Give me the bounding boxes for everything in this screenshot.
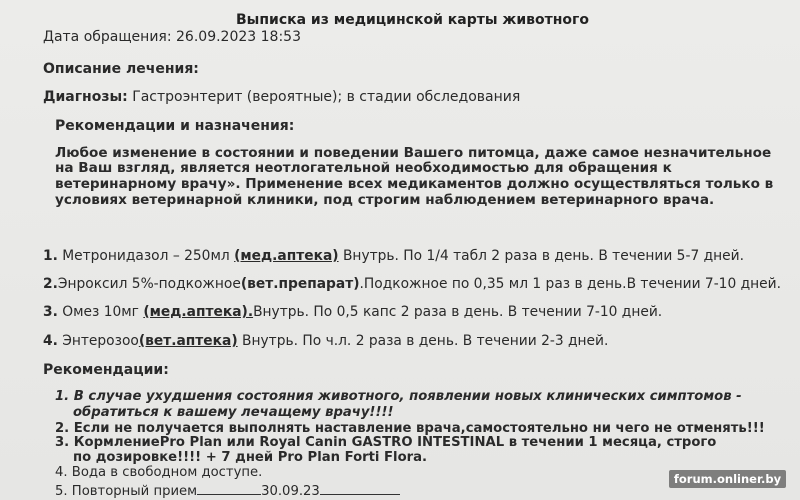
visit-date-value: 26.09.2023 18:53 — [176, 29, 301, 45]
follow-up-label: 5. Повторный прием — [55, 484, 198, 499]
prescription-details: Внутрь. По 1/4 табл 2 раза в день. В течении 5-7 дней. — [338, 248, 745, 264]
prescription-source: (вет.аптека) — [138, 333, 238, 349]
recommendation-3-line-2: по дозировке!!!! + 7 дней Pro Plan Forti Flora. — [73, 450, 428, 465]
recommendation-3-line-1: 3. КормлениеPro Plan или Royal Canin GASTRO INTESTINAL в течении 1 месяца, строго — [55, 435, 717, 450]
prescription-name: Энроксил 5%-подкожное — [57, 276, 241, 292]
blank-line — [320, 482, 400, 495]
watermark: forum.onliner.by — [669, 470, 786, 488]
recommendation-5 — [55, 482, 400, 499]
prescription-name: Метронидазол – 250мл — [57, 248, 235, 264]
prescription-name: Энтерозоо — [57, 333, 139, 349]
prescription-item — [43, 248, 744, 264]
warning-paragraph-line: на Ваш взгляд, является неотлогательной необходимостью для обращения к — [55, 160, 672, 176]
prescription-details: .Подкожное по 0,35 мл 1 раз в день.В течении 7-10 дней. — [359, 276, 782, 292]
prescription-source: (мед.аптека) — [234, 248, 339, 264]
follow-up-date: 30.09.23 — [261, 484, 320, 499]
warning-paragraph-line: условиях ветеринарной клиники, под строгим наблюдением ветеринарного врача. — [55, 192, 715, 208]
document-title: Выписка из медицинской карты животного — [236, 12, 589, 28]
recommendation-2 — [55, 421, 765, 436]
diagnosis-line — [43, 89, 520, 105]
recommendation-2-bold: самостоятельно ни чего не отменять!!! — [465, 421, 765, 436]
prescription-source: (мед.аптека). — [143, 304, 254, 320]
visit-date — [43, 29, 301, 45]
prescription-item — [43, 333, 608, 349]
warning-paragraph-line: ветеринарному врачу». Применение всех медикаментов должно осуществляться только в — [55, 176, 774, 192]
prescription-item — [43, 276, 781, 292]
prescription-details: Внутрь. По ч.л. 2 раза в день. В течении 2-3 дней. — [237, 333, 609, 349]
prescription-source: (вет.препарат) — [240, 276, 360, 292]
recommendations-list-heading: Рекомендации: — [43, 362, 169, 378]
recommendation-1-line-1: 1. В случае ухудшения состояния животного, появлении новых клинических симптомов - — [55, 389, 742, 404]
prescription-details: Внутрь. По 0,5 капс 2 раза в день. В течении 7-10 дней. — [253, 304, 663, 320]
blank-line — [197, 482, 261, 495]
recommendations-heading: Рекомендации и назначения: — [55, 118, 295, 134]
prescription-name: Омез 10мг — [57, 304, 144, 320]
warning-paragraph-line: Любое изменение в состоянии и поведении Вашего питомца, даже самое незначительное — [55, 145, 772, 161]
prescription-number: 3. — [43, 304, 58, 320]
recommendation-4: 4. Вода в свободном доступе. — [55, 465, 263, 480]
prescription-number: 2. — [43, 276, 58, 292]
diagnosis-label: Диагнозы: — [43, 89, 128, 105]
treatment-heading: Описание лечения: — [43, 61, 199, 77]
prescription-number: 1. — [43, 248, 58, 264]
prescription-number: 4. — [43, 333, 58, 349]
recommendation-2-text: 2. Если не получается выполнять наставление врача, — [55, 421, 466, 436]
prescription-item — [43, 304, 662, 320]
visit-date-label: Дата обращения: — [43, 29, 172, 45]
diagnosis-value: Гастроэнтерит (вероятные); в стадии обследования — [132, 89, 521, 105]
recommendation-1-line-2: обратиться к вашему лечащему врачу!!!! — [73, 405, 394, 420]
